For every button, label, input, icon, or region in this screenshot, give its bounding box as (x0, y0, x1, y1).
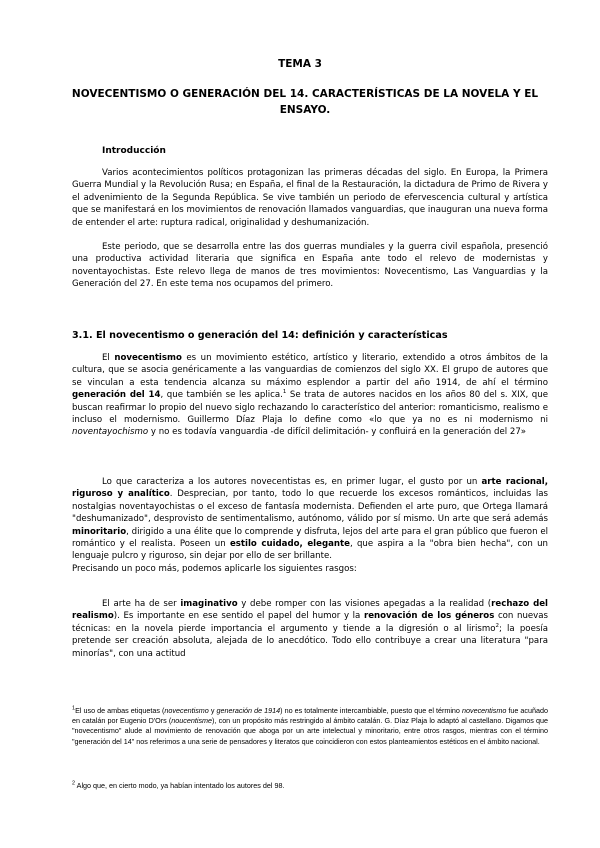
italic-term: novecentismo (164, 706, 209, 715)
intro-paragraph-2-text: Este periodo, que se desarrolla entre las dos guerras mundiales y la guerra civil española, presenció una productiva actividad literaria que significa en España ante todo el relevo de modernistas y noventayochistas. Este relevo llega de manos de tres movimientos: Novecentismo, Las Vanguardias y la Generación del 27. En este tema nos ocupamos del primero. (72, 242, 548, 290)
text-run: , que también se les aplica. (160, 390, 283, 401)
bold-term: imaginativo (180, 599, 238, 609)
italic-term: noucentisme (171, 716, 213, 726)
section-heading: 3.1. El novecentismo o generación del 14: definición y características (72, 330, 448, 341)
tema-heading: TEMA 3 (278, 58, 322, 70)
footnote-number: 2 (72, 780, 76, 787)
footnote-ref-2[interactable]: 2 (495, 622, 499, 629)
intro-paragraph-1-text: Varios acontecimientos políticos protagonizan las primeras décadas del siglo. En Europa, la Primera Guerra Mundial y la Revolución Rusa; en España, el final de la Restauración, la dictadura de Primo de Rivera y el advenimiento de la Segunda República. Se vive también un periodo de efervescencia cultural y artística que se manifestará en los movimientos de renovación llamados vanguardias, que inauguran una nueva forma de entender el arte: ruptura radical, originalidad y deshumanización. (72, 168, 548, 228)
bold-term: renovación de los géneros (363, 611, 495, 622)
text-run: , dirigido a una élite que lo comprende y disfruta, lejos del arte para el gran público que fueron el romántico y el realista. Poseen un (72, 526, 548, 550)
section-paragraph-3 (72, 598, 548, 660)
text-run: y no es todavía vanguardia -de difícil delimitación- y confluirá en la generación del 27» (148, 427, 527, 438)
text-run: Lo que caracteriza a los autores novecentistas es, en primer lugar, el gusto por un (102, 477, 482, 487)
text-run: ; la poesía pretende ser creación absoluta, alejada de lo anecdótico. Todo ello contribuye a crear una literatura "para minorías", con una actitud (72, 623, 548, 659)
section-paragraph-2 (72, 476, 548, 575)
footnote-ref-1[interactable]: 1 (282, 389, 287, 396)
bold-term: rechazo del realismo (72, 599, 548, 622)
italic-term: novecentismo (461, 706, 507, 715)
bold-term: novecentismo (114, 353, 182, 363)
italic-term: noventayochismo (72, 427, 149, 438)
text-run: es un movimiento estético, artístico y literario, extendido a otros ámbitos de la cultura, que se asocia genéricamente a las vanguardias de comienzos del siglo XX. El grupo de autores que se vinculan a esta tendencia alcanza su máximo esplendor a partir del año 1914, de ahí el término (72, 353, 548, 388)
text-run: El uso de ambas etiquetas ( (75, 706, 165, 715)
text-run: El arte ha de ser (102, 599, 181, 609)
text-run: , que aspira a la "obra bien hecha", con un lenguaje pulcro y riguroso, sin dejar por ello de ser brillante. (72, 539, 548, 562)
bold-term: estilo cuidado, elegante (229, 539, 350, 550)
text-run: ) no es totalmente intercambiable, puesto que el término (280, 706, 462, 715)
italic-term: generación de 1914 (216, 706, 281, 715)
document-title: NOVECENTISMO O GENERACIÓN DEL 14. CARACTERÍSTICAS DE LA NOVELA Y EL ENSAYO. (71, 88, 539, 116)
bold-term: generación del 14 (72, 390, 161, 401)
text-run: y debe romper con las visiones apegadas a la realidad ( (237, 599, 492, 609)
text-run: y (208, 706, 217, 715)
footnote-number: 1 (72, 705, 76, 712)
footnote-1 (72, 706, 548, 747)
text-run: . Desprecian, por tanto, todo lo que recuerde los excesos románticos, incluidas las nostalgias noventayochistas o el exceso de fantasía modernista. Defienden el arte puro, que Ortega llamará "deshumanizado", desprovisto de sentimentalismo, autónomo, válido por sí mismo. Un arte que será además (72, 489, 548, 525)
text-run: El (102, 353, 115, 363)
text-run: Precisando un poco más, podemos aplicarle los siguientes rasgos: (72, 563, 357, 574)
bold-term: arte racional, riguroso y analítico (72, 477, 549, 500)
text-run: con nuevas técnicas: en la novela pierde importancia el argumento y tiende a la digresión o al lirismo (72, 611, 549, 634)
text-run: ), con un propósito más restringido al ámbito catalán. G. Díaz Plaja lo adaptó al castellano. Digamos que "novecentismo" alude al movimiento de renovación que aboga por un arte intelectual y minoritario, entre otros rasgos, mientras con el término "generación del 14" nos referimos a una serie de pensadores y literatos que coincidieron con estos planteamientos estéticos en el ámbito nacional. (72, 716, 549, 746)
intro-paragraph-1 (72, 167, 548, 229)
text-run: fue acuñado en catalán por Eugenio D'Ors ( (72, 706, 549, 726)
intro-paragraph-2 (72, 241, 548, 291)
bold-term: minoritario (72, 526, 127, 537)
text-run: ). Es importante en ese sentido el papel del humor y la (113, 611, 364, 622)
text-run: Se trata de autores nacidos en los años 80 del s. XIX, que buscan reafirmar lo propio del nuevo siglo rechazando lo característico del anterior: romanticismo, realismo e incluso el modernismo. Guillermo Díaz Plaja lo define como «lo que ya no es ni modernismo ni (72, 390, 548, 426)
text-run: Algo que, en cierto modo, ya habían intentado los autores del 98. (75, 781, 285, 790)
section-paragraph-1 (72, 352, 548, 439)
footnote-2 (72, 781, 548, 791)
intro-heading: Introducción (102, 146, 166, 156)
